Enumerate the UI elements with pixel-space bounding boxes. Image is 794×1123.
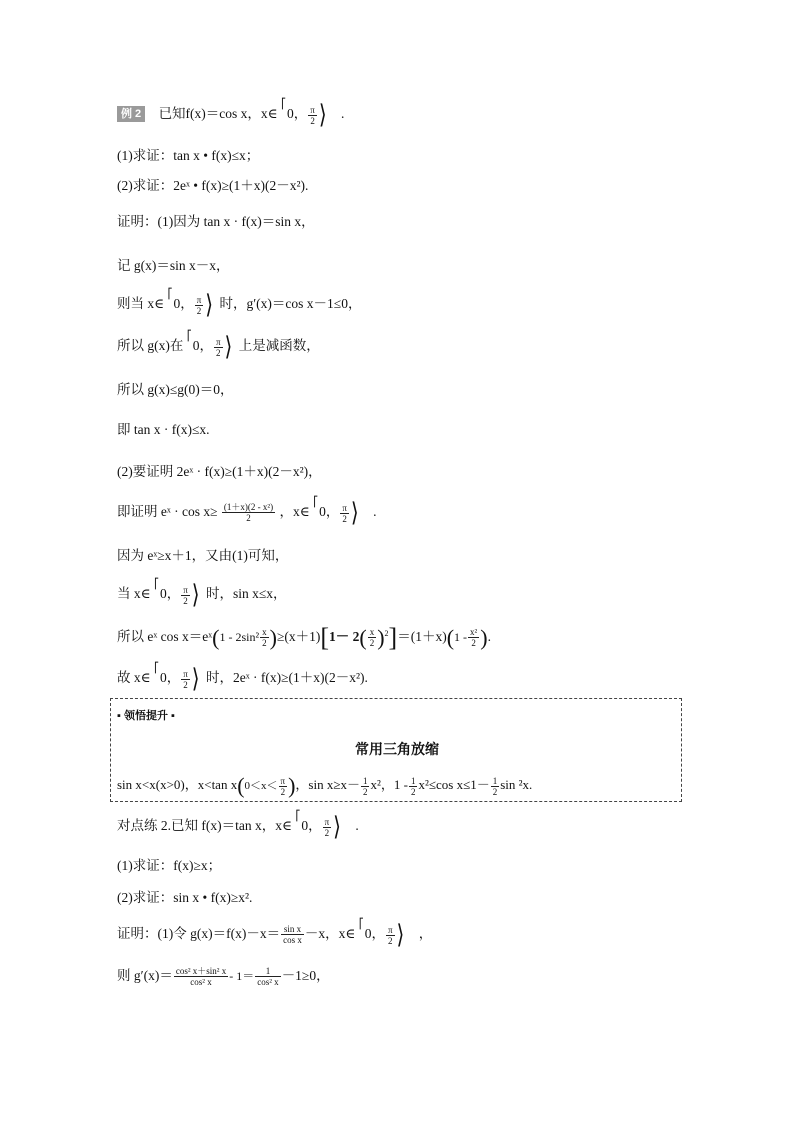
- fraction: $\frac{\text{(1＋x)(2 - x²)}}{2}$: [223, 502, 274, 524]
- proof-line: 记 g(x)＝sin x－x，: [117, 258, 230, 273]
- question-1: (1)求证：tan x • f(x)≤x；: [117, 148, 260, 163]
- summary-label: ▪ 领悟提升 ▪: [117, 710, 175, 722]
- proof-line: 所以 g(x)在 ⎡ 0， $\frac{\pi}{2}$ ⟩ 上是减函数，: [117, 331, 320, 362]
- proof-line: 故 x∈ ⎡ 0， $\frac{\pi}{2}$ ⟩ 时，2eˣ · f(x)≥(1＋x)(2－x²).: [117, 663, 368, 694]
- interval-0-pi2: ⎡ 0， $\frac{\pi}{2}$ ⟩: [295, 811, 341, 842]
- proof-line: 所以 eˣ cos x＝eˣ(1 - 2sin² $\frac{x}{2}$ )≥(x＋1)[1－ 2( $\frac{x}{2}$ )$^2$]＝(1＋x)(1 - $\frac{\text{x²}}{2}$ ).: [117, 622, 491, 652]
- proof-line: 所以 g(x)≤g(0)＝0，: [117, 382, 234, 397]
- interval-0-pi2: ⎡ 0， $\frac{\pi}{2}$ ⟩: [154, 579, 200, 610]
- interval-0-pi2: ⎡ 0， $\frac{\pi}{2}$ ⟩: [154, 663, 200, 694]
- proof-line: 因为 eˣ≥x＋1，又由(1)可知，: [117, 548, 289, 563]
- practice-statement: 对点练 2.已知 f(x)＝tan x，x∈ ⎡ 0， $\frac{\pi}{2}$ ⟩ .: [117, 811, 359, 842]
- proof-line: (2)要证明 2eˣ · f(x)≥(1＋x)(2－x²)，: [117, 464, 322, 479]
- summary-formula: sin x<x(x>0)，x<tan x(0＜x＜ $\frac{\pi}{2}$ )，sin x≥x－ $\frac{1}{2}$ x²，1 - $\frac{1}{2}$ x²≤cos x≤1－ $\frac{1}{2}$ sin ²x.: [117, 773, 533, 798]
- practice-proof-line: 则 g′(x)＝ $\frac{\text{cos² x＋sin² x}}{\text{cos² x}}$ - 1＝ $\frac{1}{\text{cos² x}}$ －1≥0，: [117, 966, 330, 988]
- interval-0-pi2: ⎡ 0， $\frac{\pi}{2}$ ⟩: [167, 289, 214, 320]
- proof-line: 当 x∈ ⎡ 0， $\frac{\pi}{2}$ ⟩ 时，sin x≤x，: [117, 579, 287, 610]
- interval-0-pi2: ⎡ 0， $\frac{\pi}{2}$ ⟩: [281, 99, 327, 130]
- example-badge: 例 2: [117, 106, 145, 122]
- proof-line: 则当 x∈ ⎡ 0， $\frac{\pi}{2}$ ⟩ 时，g′(x)＝cos x－1≤0，: [117, 289, 362, 320]
- interval-0-pi2: ⎡ 0， $\frac{\pi}{2}$ ⟩: [186, 331, 233, 362]
- practice-proof-line: 证明：(1)令 g(x)＝f(x)－x＝ $\frac{\text{sin x}}{\text{cos x}}$ －x，x∈ ⎡ 0， $\frac{\pi}{2}$ ⟩ ，: [117, 919, 433, 950]
- proof-line: 证明：(1)因为 tan x · f(x)＝sin x，: [117, 214, 315, 229]
- summary-box: [110, 698, 682, 802]
- example-statement: 例 2 已知f(x)＝cos x，x∈ ⎡ 0， $\frac{\pi}{2}$ ⟩ .: [117, 104, 344, 126]
- proof-line: 即证明 eˣ · cos x≥ $\frac{\text{(1＋x)(2 - x²)}}{2}$ ，x∈ ⎡ 0， $\frac{\pi}{2}$ ⟩ .: [117, 497, 377, 528]
- summary-title: 常用三角放缩: [355, 741, 439, 757]
- question-2: (2)求证：2eˣ • f(x)≥(1＋x)(2－x²).: [117, 178, 309, 193]
- proof-line: 即 tan x · f(x)≤x.: [117, 422, 210, 437]
- interval-0-pi2: ⎡ 0， $\frac{\pi}{2}$ ⟩: [313, 497, 359, 528]
- interval-0-pi2: ⎡ 0， $\frac{\pi}{2}$ ⟩: [358, 919, 405, 950]
- practice-question-1: (1)求证：f(x)≥x；: [117, 858, 222, 873]
- practice-question-2: (2)求证：sin x • f(x)≥x².: [117, 890, 253, 905]
